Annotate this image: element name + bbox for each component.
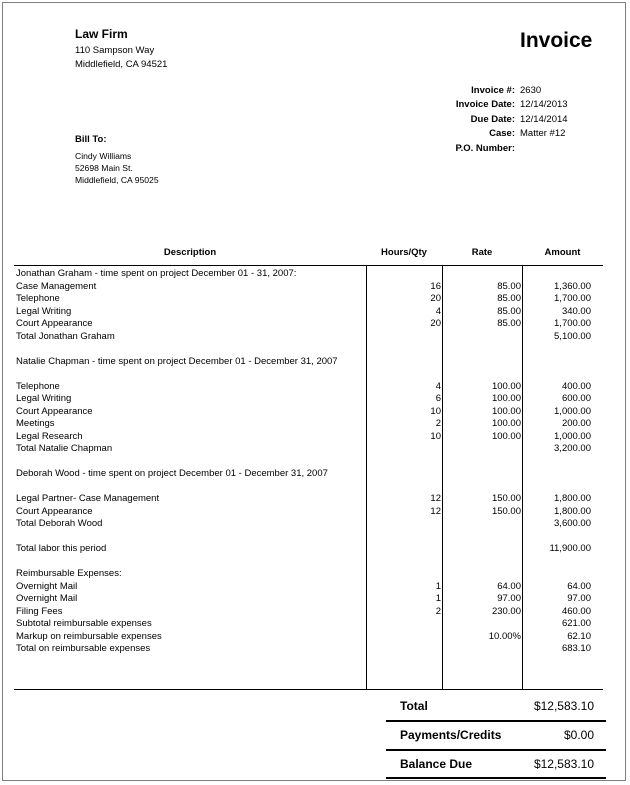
row-hours: 1 [435, 593, 441, 604]
summary-rule-2 [386, 749, 606, 751]
row-description: Court Appearance [16, 318, 93, 329]
row-description: Telephone [16, 380, 60, 392]
row-description: Total Deborah Wood [16, 518, 103, 529]
table-row [14, 518, 603, 531]
row-hours: 10 [430, 430, 441, 442]
row-rate: 230.00 [491, 605, 521, 617]
table-row [14, 418, 603, 431]
row-amount: 1,000.00 [554, 405, 591, 417]
payments-credits-value: $0.00 [563, 728, 594, 742]
table-bottom-rule [14, 689, 603, 690]
bill-to-label: Bill To: [75, 134, 107, 145]
firm-address-line-1: 110 Sampson Way [75, 45, 155, 56]
row-amount: 11,900.00 [549, 543, 591, 554]
row-description: Total labor this period [16, 543, 107, 554]
table-row [14, 356, 603, 381]
table-row [14, 531, 603, 544]
invoice-date-label: Invoice Date: [455, 99, 515, 110]
row-amount: 64.00 [567, 580, 591, 592]
row-amount: 97.00 [567, 593, 591, 604]
total-value: $12,583.10 [533, 699, 594, 713]
row-description: Telephone [16, 293, 60, 304]
bill-to-line-2: 52698 Main St. [75, 163, 133, 173]
invoice-number-label: Invoice #: [471, 85, 515, 96]
row-description: Markup on reimbursable expenses [16, 630, 162, 642]
total-label: Total [400, 699, 428, 713]
row-rate: 100.00 [491, 393, 521, 404]
table-row [14, 643, 603, 656]
row-amount: 62.10 [567, 630, 591, 642]
row-hours: 10 [430, 405, 441, 417]
row-hours: 12 [430, 493, 441, 504]
row-description: Total Natalie Chapman [16, 443, 113, 454]
row-description: Legal Writing [16, 393, 72, 404]
bill-to-line-3: Middlefield, CA 95025 [75, 175, 159, 185]
row-hours: 2 [435, 605, 441, 617]
table-row [14, 443, 603, 456]
table-row [14, 331, 603, 344]
row-amount: 200.00 [561, 418, 591, 429]
row-description: Natalie Chapman - time spent on project December 01 - December 31, 2007 [16, 355, 338, 367]
summary-rule-1 [386, 720, 606, 722]
row-hours: 20 [430, 318, 441, 329]
table-row [14, 468, 603, 493]
row-hours: 2 [435, 418, 441, 429]
due-date-value: 12/14/2014 [520, 114, 568, 125]
row-amount: 1,700.00 [554, 318, 591, 329]
row-description: Overnight Mail [16, 580, 78, 592]
row-description: Court Appearance [16, 405, 93, 417]
table-row [14, 606, 603, 619]
summary-rule-3 [386, 777, 606, 779]
table-row [14, 431, 603, 444]
table-row [14, 593, 603, 606]
firm-name: Law Firm [75, 27, 128, 41]
table-row [14, 306, 603, 319]
row-description: Filing Fees [16, 605, 63, 617]
balance-due-label: Balance Due [400, 757, 473, 771]
row-amount: 3,200.00 [554, 443, 591, 454]
table-row [14, 406, 603, 419]
row-amount: 621.00 [561, 618, 591, 629]
row-description: Subtotal reimbursable expenses [16, 618, 152, 629]
invoice-number-value: 2630 [520, 85, 542, 96]
row-rate: 150.00 [491, 493, 521, 504]
balance-due-value: $12,583.10 [533, 757, 594, 771]
column-header-description: Description [163, 247, 217, 258]
row-rate: 150.00 [491, 505, 521, 517]
table-row [14, 618, 603, 631]
row-hours: 20 [430, 293, 441, 304]
row-amount: 1,700.00 [554, 293, 591, 304]
row-amount: 1,360.00 [554, 280, 591, 292]
row-rate: 100.00 [491, 405, 521, 417]
row-description: Reimbursable Expenses: [16, 568, 122, 579]
table-row [14, 381, 603, 394]
bill-to-line-1: Cindy Williams [75, 151, 132, 161]
row-hours: 16 [430, 280, 441, 292]
row-description: Meetings [16, 418, 55, 429]
row-rate: 85.00 [497, 280, 521, 292]
table-row [14, 493, 603, 506]
row-rate: 97.00 [497, 593, 521, 604]
row-hours: 4 [435, 305, 441, 317]
table-row [14, 456, 603, 469]
table-row [14, 268, 603, 281]
row-rate: 64.00 [497, 580, 521, 592]
row-description: Deborah Wood - time spent on project December 01 - December 31, 2007 [16, 468, 328, 479]
row-amount: 1,800.00 [554, 505, 591, 517]
invoice-title: Invoice [520, 29, 593, 52]
row-hours: 4 [435, 380, 441, 392]
column-header-hours: Hours/Qty [381, 247, 427, 258]
row-description: Total Jonathan Graham [16, 330, 115, 342]
row-hours: 6 [435, 393, 441, 404]
table-row [14, 343, 603, 356]
row-rate: 10.00% [488, 630, 521, 642]
row-description: Overnight Mail [16, 593, 78, 604]
table-row [14, 581, 603, 594]
row-rate: 85.00 [497, 305, 521, 317]
row-rate: 100.00 [491, 418, 521, 429]
due-date-label: Due Date: [470, 114, 515, 125]
table-row [14, 556, 603, 569]
row-amount: 460.00 [561, 605, 591, 617]
column-header-amount: Amount [544, 247, 581, 258]
payments-credits-label: Payments/Credits [400, 728, 502, 742]
column-header-rate: Rate [471, 247, 493, 258]
row-rate: 85.00 [497, 318, 521, 329]
row-rate: 100.00 [491, 430, 521, 442]
row-amount: 3,600.00 [554, 518, 591, 529]
case-label: Case: [489, 128, 515, 139]
row-description: Legal Research [16, 430, 83, 442]
table-row [14, 393, 603, 406]
row-amount: 1,800.00 [554, 493, 591, 504]
table-row [14, 318, 603, 331]
row-description: Case Management [16, 280, 97, 292]
row-hours: 12 [430, 505, 441, 517]
table-row [14, 568, 603, 581]
table-row [14, 293, 603, 306]
row-rate: 85.00 [497, 293, 521, 304]
row-amount: 340.00 [561, 305, 591, 317]
row-description: Legal Partner- Case Management [16, 493, 160, 504]
case-value: Matter #12 [520, 128, 566, 139]
table-header-rule [14, 265, 603, 266]
row-amount: 5,100.00 [554, 330, 591, 342]
table-row [14, 281, 603, 294]
firm-address-line-2: Middlefield, CA 94521 [75, 59, 168, 70]
invoice-date-value: 12/14/2013 [520, 99, 568, 110]
po-number-label: P.O. Number: [455, 143, 515, 154]
table-row [14, 543, 603, 556]
row-amount: 683.10 [561, 643, 591, 654]
row-description: Jonathan Graham - time spent on project December 01 - 31, 2007: [16, 268, 297, 279]
row-amount: 600.00 [561, 393, 591, 404]
row-amount: 1,000.00 [554, 430, 591, 442]
row-description: Legal Writing [16, 305, 72, 317]
row-hours: 1 [435, 580, 441, 592]
row-rate: 100.00 [491, 380, 521, 392]
table-row [14, 506, 603, 519]
row-description: Court Appearance [16, 505, 93, 517]
row-amount: 400.00 [561, 380, 591, 392]
table-row [14, 631, 603, 644]
row-description: Total on reimbursable expenses [16, 643, 151, 654]
